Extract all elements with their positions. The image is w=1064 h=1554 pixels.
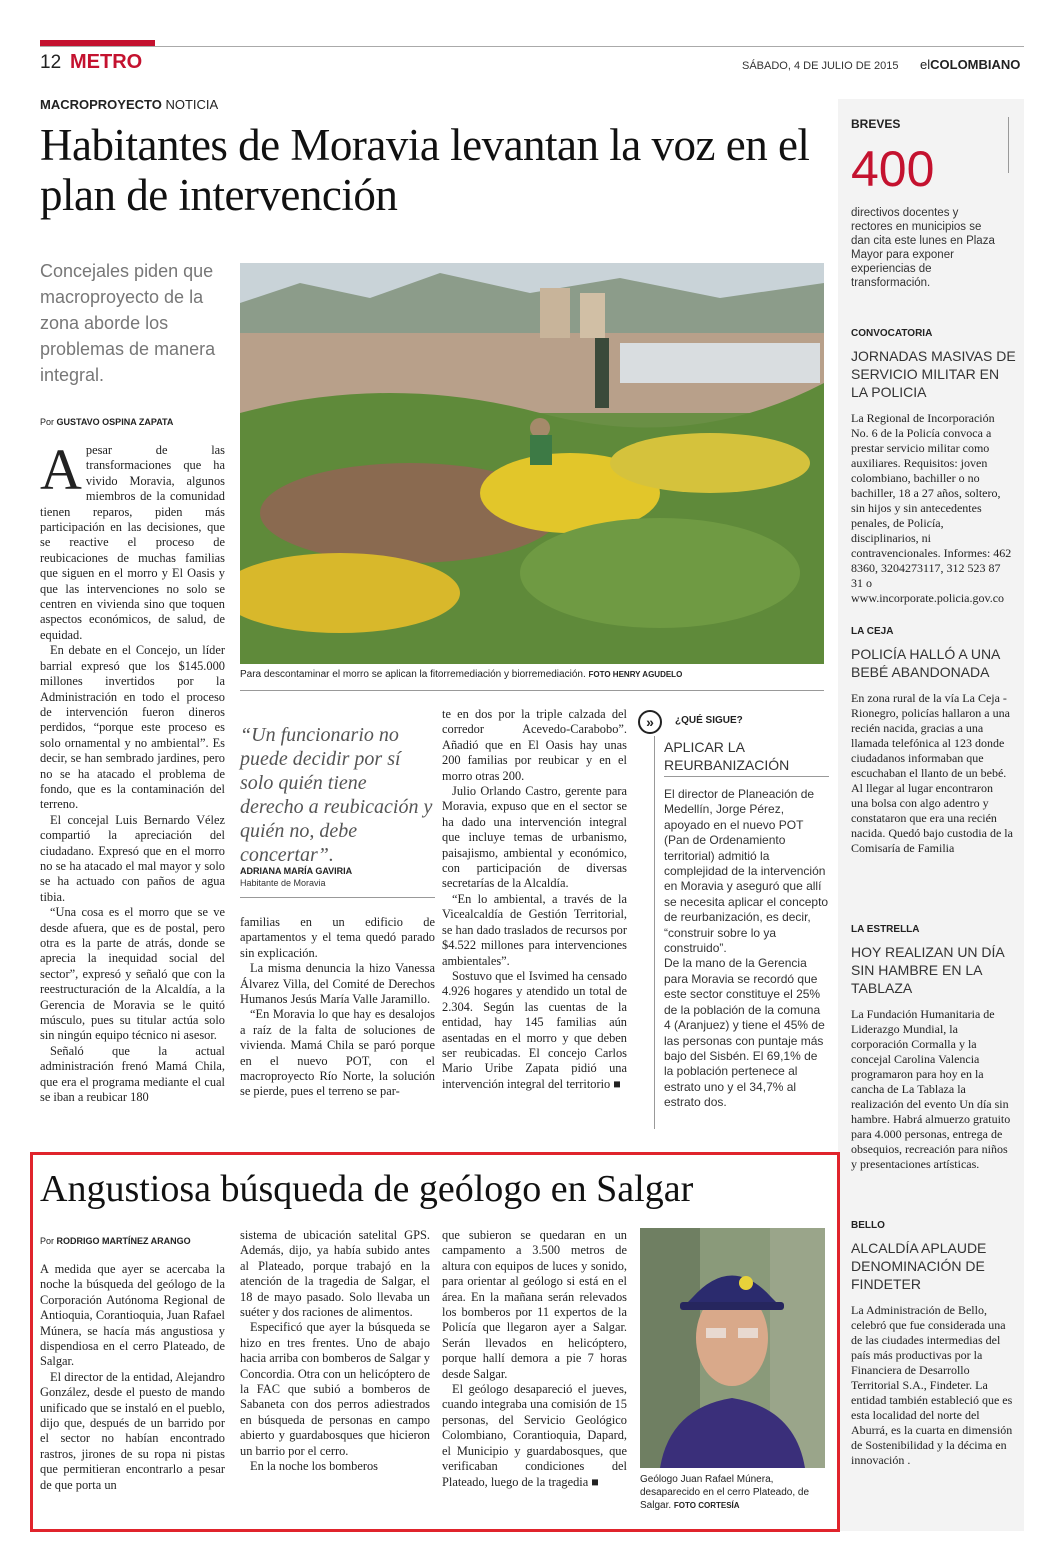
article-paragraph: El concejal Luis Bernardo Vélez compartió la apreciación del ciudadano. Expresó que en el morro no se ha atacado el mal mayor y solo se ha actuado con paños de agua tibia.	[40, 812, 225, 904]
breve-headline: JORNADAS MASIVAS DE SERVICIO MILITAR EN LA POLICIA	[851, 348, 1016, 400]
byline-prefix: Por	[40, 417, 57, 427]
article-deck: Concejales piden que macroproyecto de la zona aborde los problemas de manera integral.	[40, 261, 216, 385]
article-column-1	[40, 443, 225, 1133]
forward-arrows-icon: »	[638, 710, 662, 734]
breves-big-number-text: directivos docentes y rectores en municipios se dan cita este lunes en Plaza Mayor para exponer experiencias de transformación.	[851, 207, 995, 289]
breve-item	[851, 328, 1016, 606]
que-sigue-body	[664, 787, 829, 1111]
article-paragraph: te en dos por la triple calzada del corredor Acevedo-Carabobo”. Añadió que en El Oasis hay unas 200 familias por reubicar y en el morro otras 200.	[442, 707, 627, 783]
masthead-name: COLOMBIANO	[930, 57, 1021, 72]
article-paragraph: que subieron se quedaran en un campamento a 3.500 metros de altura con equipos de luces y sonido, para orientar al geólogo si está en el área. En la mañana serán relevados los bomberos por 11 expertos de la Policía que llegaron ayer a Salgar. Serán llevados en helicóptero, porque hallí demora a pie 7 horas desde Salgar.	[442, 1228, 627, 1381]
sidebar-rule	[1008, 117, 1009, 173]
quote-author: ADRIANA MARÍA GAVIRIA	[240, 866, 353, 876]
article-paragraph: “Una cosa es el morro que se ve desde afuera, que es de postal, pero otra es la parte de atrás, donde se aprecia la inequidad social del sector”, expresó y señaló que con la reestructuración de la Alcaldía, a la Gerencia de Moravia se le quitó músculo, pues su titular actúa solo sin ningún equipo técnico ni asesor.	[40, 905, 225, 1043]
second-article-headline: Angustiosa búsqueda de geólogo en Salgar	[40, 1168, 694, 1210]
kicker-bold: MACROPROYECTO	[40, 97, 162, 112]
article-column-2	[240, 915, 435, 1130]
caption-text: Geólogo Juan Rafael Múnera, desaparecido en el cerro Plateado, de Salgar.	[640, 1474, 810, 1511]
second-article-column-3	[442, 1228, 627, 1524]
credit-name: CORTESÍA	[698, 1501, 740, 1510]
second-article-byline	[40, 1236, 191, 1246]
que-sigue-rule	[654, 736, 655, 1129]
article-column-3	[442, 707, 627, 1132]
article-headline: Habitantes de Moravia levantan la voz en el plan de intervención	[40, 120, 810, 220]
masthead-prefix: el	[920, 57, 931, 72]
masthead	[920, 57, 1020, 72]
caption-rule	[240, 690, 824, 691]
breve-body: La Administración de Bello, celebró que fue considerada una de las ciudades intermedias del país más productivas por la Financiera de Desarrollo Territorial S.A., Findeter. La entidad también estableció que es esta localidad del norte del Aburrá, es la cuarta en dimensión de Sostenibilidad y la décima en innovación .	[851, 1303, 1013, 1467]
pull-quote: “Un funcionario no puede decidir por sí solo quién tiene derecho a reubicación y quién no, debe concertar”.	[240, 724, 433, 866]
second-article-column-2	[240, 1228, 430, 1524]
breve-body: La Fundación Humanitaria de Liderazgo Mundial, la corporación Cormalla y la concejal Carolina Valencia programaron para hoy en la cancha de La Tablaza la realización del evento Un día sin hambre. Habrá almuerzo gratuito para 4.000 personas, entrega de obsequios, recreación para niños y presentaciones artísticas.	[851, 1007, 1011, 1171]
breve-item	[851, 626, 1013, 856]
breve-headline: HOY REALIZAN UN DÍA SIN HAMBRE EN LA TABLAZA	[851, 944, 1005, 996]
article-paragraph: “En lo ambiental, a través de la Vicealcaldía de Gestión Territorial, se han dado traslados de recursos por $4.522 millones para intervenciones ambientales”.	[442, 891, 627, 968]
header-rule	[40, 46, 1024, 47]
byline-prefix: Por	[40, 1236, 57, 1246]
article-byline	[40, 417, 173, 427]
quote-author-role: Habitante de Moravia	[240, 878, 326, 888]
issue-date: SÁBADO, 4 DE JULIO DE 2015	[742, 60, 899, 72]
breve-item	[851, 1220, 1013, 1468]
breve-tag: BELLO	[851, 1220, 885, 1231]
kicker-rest: NOTICIA	[161, 97, 219, 112]
article-kicker	[40, 97, 218, 112]
breve-item	[851, 924, 1013, 1172]
quote-rule	[240, 897, 435, 898]
second-article-column-1	[40, 1262, 225, 1524]
breve-body: La Regional de Incorporación No. 6 de la Policía convoca a prestar servicio militar como auxiliares. Requisitos: joven colombiano, bachiller o no bachiller, 18 a 27 años, soltero, sin hijos y sin antecedentes penales, de Policía, disciplinarios, ni contravencionales. Informes: 462 8360, 3204273117, 312 523 87 31 o www.incorporate.policia.gov.co	[851, 411, 1012, 605]
article-paragraph: Señaló que la actual administración frenó Mamá Chila, que era el programa mediante el cual se iban a reubicar 180	[40, 1043, 225, 1105]
page-number: 12	[40, 52, 62, 73]
breve-headline: ALCALDÍA APLAUDE DENOMINACIÓN DE FINDETER	[851, 1240, 987, 1292]
byline-name: GUSTAVO OSPINA ZAPATA	[56, 417, 174, 427]
breves-big-number: 400	[851, 141, 935, 197]
caption-text: Para descontaminar el morro se aplican la fitorremediación y biorremediación.	[240, 669, 586, 680]
lead-photo-image	[240, 263, 824, 664]
article-paragraph: En la noche los bomberos	[250, 1459, 379, 1474]
byline-name: RODRIGO MARTÍNEZ ARANGO	[56, 1236, 191, 1246]
credit-name: HENRY AGUDELO	[612, 670, 683, 679]
breve-headline: POLICÍA HALLÓ A UNA BEBÉ ABANDONADA	[851, 646, 1000, 680]
article-paragraph	[40, 443, 225, 643]
que-sigue-paragraph: De la mano de la Gerencia para Moravia se recordó que este sector constituye el 25% de la población de la comuna 4 (Aranjuez) y tiene el 45% de las personas con puntaje más bajo del Sisbén. El 69,1% de la población pertenece al estrato uno y el 34,7% al estrato dos.	[664, 956, 825, 1110]
geologist-photo-caption	[640, 1473, 830, 1512]
breve-tag: CONVOCATORIA	[851, 328, 933, 339]
paragraph-text: pesar de las transformaciones que ha vivido Moravia, algunos miembros de la comunidad tienen reparos, piden más participación en las decisiones, que se reactive el proceso de reubicaciones de muchas familias que siguen en el morro y El Oasis y que las intervenciones no solo se centren en vivienda sino que toquen aspectos económicos, de salud, de equidad.	[40, 443, 225, 642]
que-sigue-separator	[664, 776, 829, 777]
que-sigue-headline: APLICAR LA REURBANIZACIÓN	[664, 739, 790, 773]
credit-label: FOTO	[588, 670, 613, 679]
lead-photo	[240, 263, 824, 664]
breve-tag: LA ESTRELLA	[851, 924, 920, 935]
article-paragraph: El geólogo desapareció el jueves, cuando integraba una comisión de 15 personas, del Servicio Geológico Colombiano, Corantioquia, Dapard, el Municipio y guardabosques, que verificaban condiciones del Plateado, luego de la tragedia ■	[442, 1382, 627, 1489]
que-sigue-tag: ¿QUÉ SIGUE?	[675, 715, 743, 726]
article-paragraph: En debate en el Concejo, un líder barrial expresó que los $145.000 millones invertidos por la Administración en todo el proceso de intervención fueron dineros perdidos, “porque este proceso es solo ornamental y no ambiental”. Es decir, se han sembrado jardines, pero no se ha atacado el problema de fondo, que es la contaminación del terreno.	[40, 643, 225, 812]
article-paragraph: Sostuvo que el Isvimed ha censado 4.926 hogares y atendido un total de 2.304. Según las cuentas de la entidad, hay 145 familias aún asentadas en el morro y que deben ser reubicadas. El concejo Carlos Mario Uribe Zapata pidió una intervención integral del territorio ■	[442, 968, 627, 1091]
article-paragraph: El director de la entidad, Alejandro González, desde el puesto de mando unificado que se instaló en el pueblo, dijo que, después de un barrido por el sector no habían encontrado rastros, jirones de su ropa ni pistas que permitieran encontrarlo a pesar de que porta un	[40, 1369, 225, 1492]
geologist-photo-image	[640, 1228, 825, 1468]
drop-cap: A	[40, 443, 82, 502]
article-paragraph: La misma denuncia la hizo Vanessa Álvarez Villa, del Comité de Derechos Humanos Jesús María Valle Jaramillo.	[240, 961, 435, 1007]
article-paragraph: familias en un edificio de apartamentos y el tema quedó parado sin explicación.	[240, 915, 435, 960]
article-paragraph: sistema de ubicación satelital GPS. Además, dijo, ya había subido antes al Plateado, porque trabajó en la atención de la tragedia de Salgar, el 18 de mayo pasado. Solo llevaba un suéter y dos raciones de alimentos.	[240, 1228, 430, 1320]
geologist-photo	[640, 1228, 825, 1468]
que-sigue-paragraph: El director de Planeación de Medellín, Jorge Pérez, apoyado en el nuevo POT (Pan de Ordenamiento territorial) admitió la complejidad de la intervención en Moravia y aseguró que allí se necesita aplicar el concepto de reurbanización, es decir, “construir sobre lo ya construido”.	[664, 787, 829, 956]
breve-body: En zona rural de la vía La Ceja - Rionegro, policías hallaron a una recién nacida, gracias a una llamada telefónica al 123 donde ciudadanos informaban que escuchaban el llanto de un bebé. Al llegar al lugar encontraron una bolsa con algo adentro y constataron que era una recién nacida. Quedó bajo custodia de la Comisaría de Familia	[851, 691, 1013, 855]
credit-label: FOTO	[673, 1501, 699, 1510]
article-paragraph: Especificó que ayer la búsqueda se hizo en tres frentes. Uno de abajo hacia arriba con bomberos de Salgar y Concordia. Otra con un helicóptero de la FAC que subió a bomberos de Sabaneta con dos perros adiestrados en búsqueda de personas en campo abierto y guardabosques que hicieron un barrio por el cerro.	[240, 1320, 430, 1458]
section-name: METRO	[70, 51, 143, 73]
breves-title: BREVES	[851, 117, 901, 131]
article-paragraph: Julio Orlando Castro, gerente para Moravia, expuso que en el sector se ha dado una intervención integral que incluye temas de urbanismo, paisajismo, ambiental y económico, con participación de diversas secretarías de la Alcaldía.	[442, 784, 627, 891]
lead-photo-caption	[240, 669, 824, 680]
breve-tag: LA CEJA	[851, 626, 894, 637]
article-paragraph: “En Moravia lo que hay es desalojos a raíz de la falta de soluciones de vivienda. Mamá Chila se paró porque en el nuevo POT, con el macroproyecto Río Norte, la solución se pierde, pues el terreno se par-	[240, 1007, 435, 1099]
article-paragraph: A medida que ayer se acercaba la noche la búsqueda del geólogo de la Corporación Autónoma Regional de Antioquia, Corantioquia, Juan Rafael Múnera, se hacía más angustiosa y dispendiosa en el cerro Plateado, de Salgar.	[40, 1262, 225, 1369]
